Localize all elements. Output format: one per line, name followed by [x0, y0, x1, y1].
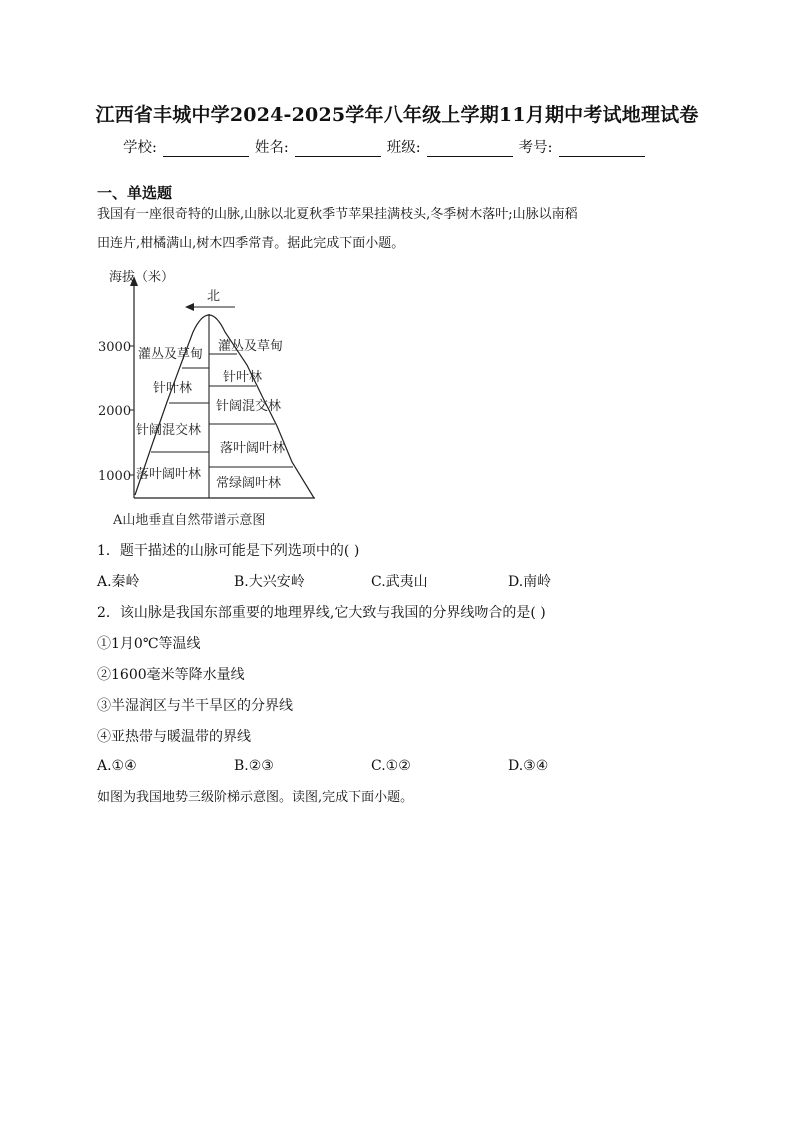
class-blank	[427, 142, 513, 157]
school-label: 学校:	[123, 140, 157, 156]
intro-line-1: 我国有一座很奇特的山脉,山脉以北夏秋季节苹果挂满枝头,冬季树木落叶;山脉以南稻	[97, 207, 578, 222]
student-info-row	[123, 136, 651, 157]
question-1-options	[97, 571, 645, 591]
diagram-caption: A山地垂直自然带谱示意图	[113, 513, 266, 528]
north-zone-shrub-meadow: 灌丛及草甸	[138, 347, 204, 362]
question-2-options	[97, 758, 645, 774]
section-title: 一、单选题	[97, 184, 173, 202]
south-zone-coniferous: 针叶林	[223, 370, 263, 385]
intro-paragraph-1	[97, 200, 707, 258]
q1-option-d[interactable]: D.南岭	[508, 574, 552, 590]
q2-item-2: ②1600毫米等降水量线	[97, 667, 245, 683]
south-zone-evergreen: 常绿阔叶林	[216, 476, 282, 491]
south-zone-mixed: 针阔混交林	[216, 399, 282, 414]
tick-1000: 1000	[98, 469, 132, 484]
q1-option-c[interactable]: C.武夷山	[371, 574, 428, 590]
south-zone-shrub-meadow: 灌丛及草甸	[218, 339, 284, 354]
q1-option-b[interactable]: B.大兴安岭	[234, 574, 305, 590]
tick-3000: 3000	[98, 340, 132, 355]
q2-option-a[interactable]: A.①④	[97, 758, 137, 774]
class-label: 班级:	[386, 140, 421, 156]
north-zone-deciduous: 落叶阔叶林	[136, 467, 202, 482]
exam-title: 江西省丰城中学2024-2025学年八年级上学期11月期中考试地理试卷	[95, 104, 699, 126]
y-axis-label: 海拔（米）	[109, 270, 175, 285]
intro-line-2: 田连片,柑橘满山,树木四季常青。据此完成下面小题。	[97, 236, 405, 251]
north-label: 北	[207, 289, 221, 304]
q2-option-d[interactable]: D.③④	[508, 758, 549, 774]
north-zone-mixed: 针阔混交林	[136, 423, 202, 438]
question-2-text: 2．该山脉是我国东部重要的地理界线,它大致与我国的分界线吻合的是( )	[97, 605, 546, 621]
intro-paragraph-2: 如图为我国地势三级阶梯示意图。读图,完成下面小题。	[97, 790, 414, 805]
mountain-vertical-zone-diagram	[95, 262, 335, 532]
exam-number-blank	[559, 142, 645, 157]
school-blank	[163, 142, 249, 157]
south-zone-deciduous: 落叶阔叶林	[220, 441, 286, 456]
q2-option-b[interactable]: B.②③	[234, 758, 274, 774]
q2-option-c[interactable]: C.①②	[371, 758, 411, 774]
tick-2000: 2000	[98, 404, 132, 419]
question-1-text: 1．题干描述的山脉可能是下列选项中的( )	[97, 543, 360, 559]
name-label: 姓名:	[254, 140, 289, 156]
north-zone-coniferous: 针叶林	[153, 381, 193, 396]
q2-item-4: ④亚热带与暖温带的界线	[97, 729, 251, 745]
q2-item-3: ③半湿润区与半干旱区的分界线	[97, 698, 293, 714]
q2-item-1: ①1月0℃等温线	[97, 636, 201, 652]
north-arrow-icon	[185, 303, 194, 311]
q1-option-a[interactable]: A.秦岭	[97, 574, 140, 590]
name-blank	[295, 142, 381, 157]
exam-number-label: 考号:	[518, 140, 553, 156]
